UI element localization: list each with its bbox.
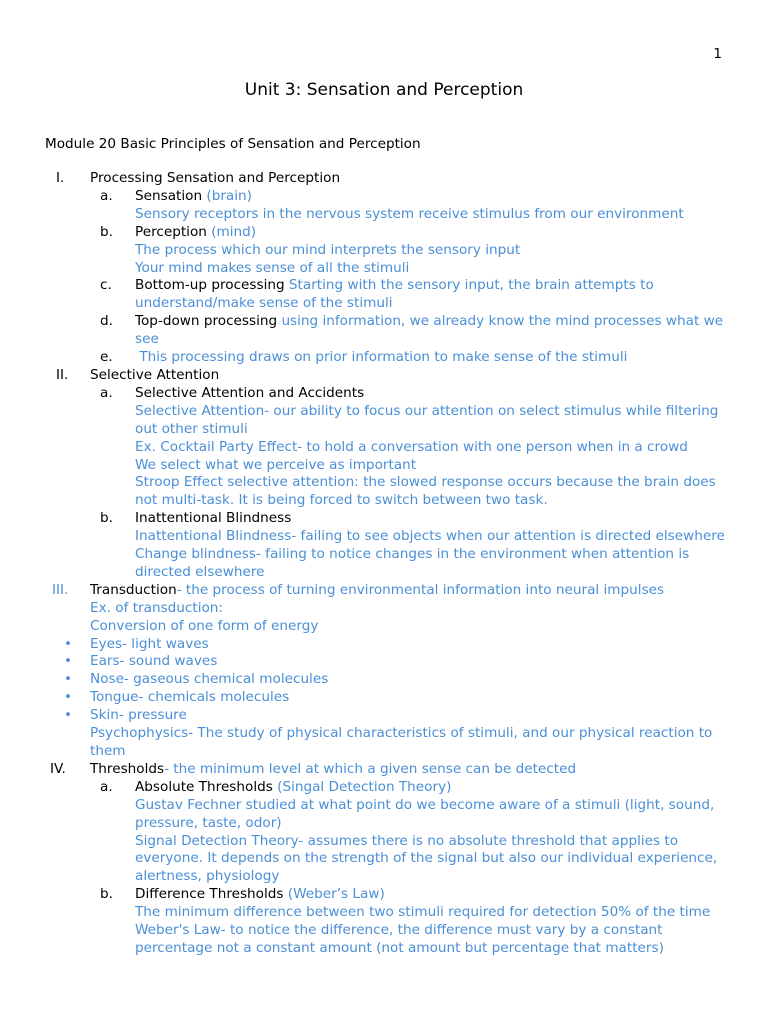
- outline-item-iv-b: [0, 886, 768, 904]
- detail-line: Change blindness- failing to notice changes in the environment when attention is directed elsewhere: [135, 546, 690, 580]
- bullet-item: • Ears- sound waves: [64, 653, 218, 670]
- page-number: 1: [713, 46, 722, 62]
- outline-item-i-e: [0, 349, 768, 367]
- letter-marker: b.: [100, 223, 113, 240]
- item-label: Inattentional Blindness: [135, 510, 292, 527]
- roman-marker: II.: [56, 366, 69, 383]
- item-label: Sensation: [135, 187, 203, 204]
- item-note: Starting with the sensory input, the brain attempts to understand/make sense of the stimuli: [135, 277, 654, 312]
- letter-marker: d.: [100, 313, 113, 330]
- roman-marker: IV.: [50, 760, 66, 777]
- roman-marker: III.: [52, 581, 69, 598]
- item-note: (Weber’s Law): [287, 886, 385, 903]
- bullet-icon: •: [64, 635, 73, 652]
- item-note: using information, we already know the mind processes what we see: [135, 313, 724, 348]
- detail-line: The process which our mind interprets the sensory input: [135, 241, 521, 258]
- item-label: Bottom-up processing: [135, 277, 285, 294]
- letter-marker: a.: [100, 187, 113, 204]
- bullet-icon: •: [64, 671, 73, 688]
- section-heading: Thresholds: [90, 760, 165, 777]
- letter-marker: a.: [100, 384, 113, 401]
- bullet-item: • Tongue- chemicals molecules: [64, 689, 290, 706]
- bullet-icon: •: [64, 653, 73, 670]
- bullet-icon: •: [64, 707, 73, 724]
- letter-marker: c.: [100, 277, 112, 294]
- outline-item-iii: [0, 582, 768, 600]
- detail-line: The minimum difference between two stimuli required for detection 50% of the time: [135, 904, 711, 921]
- letter-marker: b.: [100, 886, 113, 903]
- detail-line: Signal Detection Theory- assumes there is no absolute threshold that applies to everyone. It depends on the strength of the signal but also our individual experience, alertness, physiology: [135, 832, 718, 885]
- detail-line: Your mind makes sense of all the stimuli: [135, 259, 410, 276]
- module-heading: Module 20 Basic Principles of Sensation and Perception: [45, 136, 421, 152]
- bullet-item: • Eyes- light waves: [64, 635, 209, 652]
- detail-line: Psychophysics- The study of physical characteristics of stimuli, and our physical reaction to them: [90, 725, 713, 759]
- item-note: (Singal Detection Theory): [277, 778, 452, 795]
- section-heading: Processing Sensation and Perception: [90, 170, 341, 186]
- detail-line: Selective Attention- our ability to focus our attention on select stimulus while filtering out other stimuli: [135, 402, 719, 437]
- outline: [0, 170, 768, 958]
- outline-item-i-c: [0, 277, 768, 313]
- outline-item-ii-a: [0, 385, 768, 403]
- item-label: Absolute Thresholds: [135, 778, 273, 795]
- item-label: Top-down processing: [135, 313, 278, 330]
- document-title: Unit 3: Sensation and Perception: [244, 80, 524, 100]
- letter-marker: a.: [100, 778, 113, 795]
- item-note: (mind): [211, 223, 257, 240]
- detail-line: Gustav Fechner studied at what point do we become aware of a stimuli (light, sound, pressure, taste, odor): [135, 796, 715, 831]
- section-note: - the minimum level at which a given sense can be detected: [164, 760, 577, 777]
- detail-line: Stroop Effect selective attention: the slowed response occurs because the brain does not multi-task. It is being forced to switch between two task.: [135, 474, 716, 509]
- letter-marker: b.: [100, 510, 113, 527]
- item-note: (brain): [206, 187, 252, 204]
- outline-item-ii-b: [0, 510, 768, 528]
- section-heading: Selective Attention: [90, 366, 220, 383]
- section-note: - the process of turning environmental information into neural impulses: [176, 581, 665, 598]
- outline-item-i-d: [0, 313, 768, 349]
- letter-marker: e.: [100, 349, 113, 366]
- detail-line: Sensory receptors in the nervous system receive stimulus from our environment: [135, 205, 684, 222]
- roman-marker: I.: [56, 170, 65, 186]
- outline-item-iv-a: [0, 779, 768, 797]
- item-label: Selective Attention and Accidents: [135, 384, 365, 401]
- outline-item-ii: [0, 367, 768, 385]
- detail-line: We select what we perceive as important: [135, 456, 417, 473]
- detail-line: Ex. of transduction:: [90, 599, 223, 616]
- outline-item-i: [0, 170, 768, 188]
- bullet-item: • Nose- gaseous chemical molecules: [64, 671, 329, 688]
- detail-line: Ex. Cocktail Party Effect- to hold a conversation with one person when in a crowd: [135, 438, 688, 455]
- outline-item-i-b: [0, 224, 768, 242]
- detail-line: Inattentional Blindness- failing to see objects when our attention is directed elsewhere: [135, 528, 725, 545]
- bullet-icon: •: [64, 689, 73, 706]
- section-heading: Transduction: [90, 581, 177, 598]
- outline-item-i-a: [0, 188, 768, 206]
- detail-line: Conversion of one form of energy: [90, 617, 319, 634]
- detail-line: Weber's Law- to notice the difference, the difference must vary by a constant percentage not a constant amount (not amount but percentage that matters): [135, 922, 664, 956]
- outline-item-iv: [0, 761, 768, 779]
- item-note: This processing draws on prior information to make sense of the stimuli: [135, 349, 628, 366]
- item-label: Difference Thresholds: [135, 886, 284, 903]
- item-label: Perception: [135, 223, 207, 240]
- bullet-item: • Skin- pressure: [64, 707, 187, 724]
